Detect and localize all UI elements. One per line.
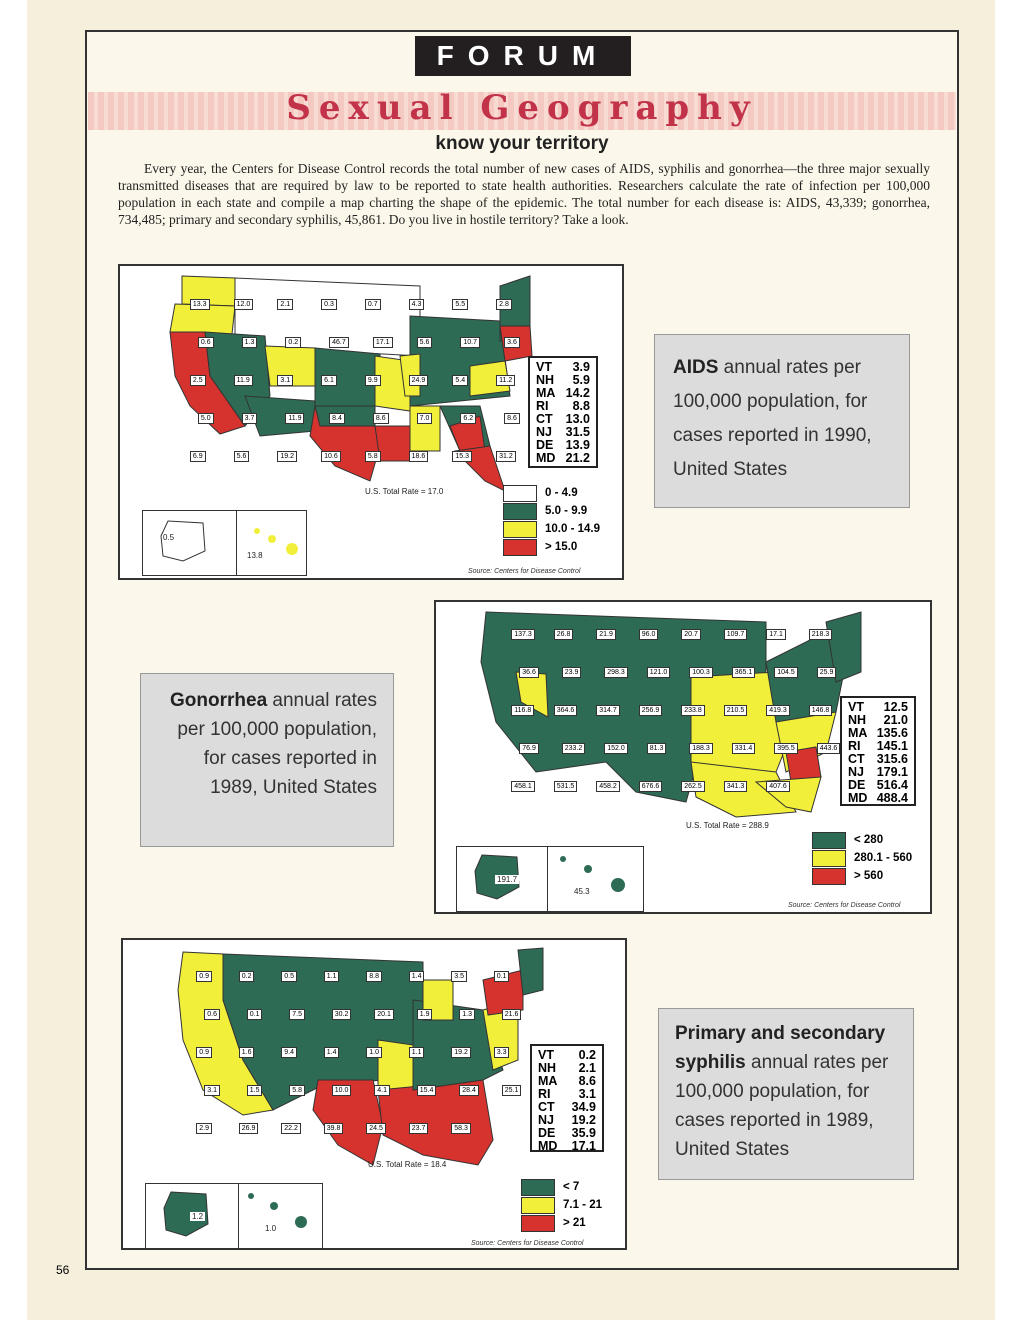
state-value-label: 23.9	[562, 667, 582, 678]
state-value-label: 6.2	[460, 413, 476, 424]
gonorrhea-hawaii-value: 45.3	[574, 887, 590, 896]
state-code: NH	[538, 1061, 557, 1075]
state-rate: 2.1	[578, 1061, 596, 1075]
state-code: CT	[538, 1100, 555, 1114]
syphilis-hawaii-value: 1.0	[265, 1224, 277, 1233]
state-value-label: 4.3	[409, 299, 425, 310]
state-value-label: 3.7	[242, 413, 258, 424]
state-value-label: 23.7	[409, 1123, 429, 1134]
state-value-label: 6.1	[321, 375, 337, 386]
state-value-label: 2.1	[277, 299, 293, 310]
syph-region-ne	[518, 948, 543, 995]
state-value-label: 365.1	[732, 667, 756, 678]
state-value-label: 0.1	[247, 1009, 263, 1020]
state-value-label: 5.8	[289, 1085, 305, 1096]
state-value-label: 458.2	[596, 781, 620, 792]
aids-legend-item	[503, 538, 600, 556]
state-value-label: 0.3	[321, 299, 337, 310]
state-value-label: 24.5	[366, 1123, 386, 1134]
state-value-label: 25.1	[502, 1085, 522, 1096]
legend-label: > 560	[854, 870, 884, 882]
state-value-label: 1.5	[247, 1085, 263, 1096]
state-value-label: 15.4	[417, 1085, 437, 1096]
state-rate: 13.0	[565, 412, 590, 426]
aids-hawaii-value: 13.8	[247, 551, 263, 560]
aids-total-rate: U.S. Total Rate = 17.0	[365, 487, 444, 496]
state-value-label: 0.6	[198, 337, 214, 348]
legend-label: < 7	[563, 1181, 580, 1193]
state-code: MA	[538, 1074, 558, 1088]
legend-label: 7.1 - 21	[563, 1199, 602, 1211]
legend-swatch	[503, 539, 537, 556]
state-value-label: 314.7	[596, 705, 620, 716]
state-value-label: 5.6	[417, 337, 433, 348]
syphilis-legend-item	[521, 1178, 602, 1196]
state-value-label: 3.3	[494, 1047, 510, 1058]
aids-alaska-value: 0.5	[163, 533, 175, 542]
intro-paragraph: Every year, the Centers for Disease Control records the total number of new cases of AIDS, syphilis and gonorrhea—the three major sexually transmitted diseases that are required by law to be reported to state health authorities. Researchers calculate the rate of infection per 100,000 population in each state and compile a map charting the shape of the epidemic. The total number for each disease is: AIDS, 43,339; gonorrhea, 734,485; primary and secondary syphilis, 45,861. Do you live in hostile territory? Take a look.	[118, 161, 930, 227]
state-code: NJ	[536, 425, 552, 439]
state-value-label: 9.4	[281, 1047, 297, 1058]
state-value-label: 1.9	[417, 1009, 433, 1020]
state-value-label: 3.6	[504, 337, 520, 348]
state-value-label: 233.2	[562, 743, 586, 754]
gonorrhea-legend-item	[812, 849, 912, 867]
page-subtitle: know your territory	[435, 133, 609, 154]
legend-label: > 15.0	[545, 541, 578, 553]
state-value-label: 11.2	[496, 375, 515, 386]
state-value-label: 7.0	[417, 413, 433, 424]
state-rate: 516.4	[876, 778, 908, 792]
syphilis-alaska-inset	[145, 1183, 239, 1249]
state-value-label: 262.5	[681, 781, 705, 792]
aids-legend-item	[503, 520, 600, 538]
state-value-label: 81.3	[647, 743, 667, 754]
state-code: MD	[536, 451, 556, 465]
state-value-label: 76.9	[519, 743, 539, 754]
state-rate: 13.9	[565, 438, 590, 452]
state-value-label: 109.7	[724, 629, 748, 640]
state-value-label: 121.0	[647, 667, 671, 678]
state-rate: 31.5	[565, 425, 590, 439]
syphilis-legend	[521, 1178, 602, 1232]
state-value-label: 152.0	[604, 743, 628, 754]
state-value-label: 25.9	[817, 667, 837, 678]
state-value-label: 19.2	[451, 1047, 471, 1058]
gonorrhea-legend-item	[812, 867, 912, 885]
legend-label: < 280	[854, 834, 884, 846]
aids-table-row	[536, 452, 590, 465]
state-value-label: 19.2	[277, 451, 297, 462]
state-value-label: 0.9	[196, 971, 212, 982]
state-value-label: 146.8	[809, 705, 833, 716]
state-code: VT	[538, 1048, 554, 1062]
gonorrhea-source: Source: Centers for Disease Control	[788, 902, 901, 909]
state-value-label: 20.7	[681, 629, 701, 640]
state-rate: 14.2	[565, 386, 590, 400]
state-value-label: 46.7	[329, 337, 349, 348]
legend-swatch	[503, 485, 537, 502]
state-value-label: 298.3	[604, 667, 628, 678]
state-value-label: 116.8	[511, 705, 534, 716]
state-value-label: 458.1	[511, 781, 535, 792]
legend-swatch	[521, 1179, 555, 1196]
state-code: CT	[536, 412, 553, 426]
state-value-label: 2.5	[190, 375, 206, 386]
legend-label: 5.0 - 9.9	[545, 505, 588, 517]
legend-label: 0 - 4.9	[545, 487, 578, 499]
state-value-label: 1.3	[242, 337, 258, 348]
syphilis-alaska-value: 1.2	[192, 1212, 204, 1221]
state-code: NH	[848, 713, 867, 727]
state-rate: 17.1	[571, 1139, 596, 1153]
state-value-label: 100.3	[689, 667, 713, 678]
gonorrhea-ne-table	[840, 696, 916, 806]
state-value-label: 21.6	[502, 1009, 522, 1020]
state-value-label: 5.0	[198, 413, 214, 424]
aids-legend-item	[503, 502, 600, 520]
state-value-label: 419.3	[766, 705, 790, 716]
gonorrhea-caption	[140, 673, 394, 847]
state-code: VT	[536, 360, 552, 374]
state-value-label: 137.3	[511, 629, 535, 640]
state-value-label: 9.9	[365, 375, 381, 386]
hawaii-shape	[237, 511, 307, 575]
state-value-label: 22.2	[281, 1123, 301, 1134]
aids-legend	[503, 484, 600, 556]
state-value-label: 10.6	[321, 451, 341, 462]
state-value-label: 0.5	[281, 971, 297, 982]
state-value-label: 6.9	[190, 451, 206, 462]
state-rate: 34.9	[571, 1100, 596, 1114]
syphilis-table-row	[538, 1140, 596, 1153]
state-code: DE	[536, 438, 554, 452]
gonorrhea-legend	[812, 831, 912, 885]
state-value-label: 188.3	[689, 743, 713, 754]
state-value-label: 2.9	[196, 1123, 212, 1134]
state-value-label: 18.6	[409, 451, 429, 462]
aids-region-ok	[315, 406, 375, 426]
state-rate: 488.4	[876, 791, 908, 805]
state-value-label: 0.2	[239, 971, 255, 982]
state-value-label: 0.2	[285, 337, 301, 348]
state-value-label: 0.1	[494, 971, 510, 982]
state-rate: 21.2	[565, 451, 590, 465]
state-rate: 35.9	[571, 1126, 596, 1140]
state-value-label: 3.1	[204, 1085, 220, 1096]
state-value-label: 28.4	[459, 1085, 479, 1096]
syphilis-source: Source: Centers for Disease Control	[471, 1240, 584, 1247]
state-value-label: 0.6	[204, 1009, 220, 1020]
page-title: Sexual Geography	[286, 88, 758, 128]
legend-swatch	[812, 850, 846, 867]
state-value-label: 1.4	[409, 971, 425, 982]
aids-alaska-inset	[142, 510, 237, 576]
state-value-label: 10.0	[332, 1085, 352, 1096]
gonorrhea-total-rate: U.S. Total Rate = 288.9	[686, 821, 769, 830]
syphilis-ne-table	[530, 1044, 604, 1152]
state-rate: 3.9	[572, 360, 590, 374]
legend-swatch	[503, 521, 537, 538]
hawaii-shape	[239, 1184, 323, 1248]
state-code: MA	[848, 726, 868, 740]
state-code: MD	[848, 791, 868, 805]
state-code: DE	[538, 1126, 556, 1140]
alaska-shape	[143, 511, 236, 575]
state-value-label: 5.8	[365, 451, 381, 462]
state-value-label: 395.5	[774, 743, 798, 754]
state-value-label: 58.3	[451, 1123, 471, 1134]
legend-label: > 21	[563, 1217, 586, 1229]
legend-label: 10.0 - 14.9	[545, 523, 600, 535]
state-value-label: 20.1	[374, 1009, 394, 1020]
state-value-label: 210.5	[724, 705, 748, 716]
gonorrhea-alaska-inset	[456, 846, 548, 912]
state-value-label: 21.9	[596, 629, 616, 640]
aids-source: Source: Centers for Disease Control	[468, 568, 581, 575]
aids-ne-table	[528, 356, 598, 468]
gonorrhea-legend-item	[812, 831, 912, 849]
state-value-label: 11.9	[285, 413, 304, 424]
legend-swatch	[812, 868, 846, 885]
state-value-label: 8.6	[373, 413, 389, 424]
legend-swatch	[503, 503, 537, 520]
state-value-label: 11.9	[234, 375, 253, 386]
state-rate: 145.1	[876, 739, 908, 753]
state-value-label: 531.5	[554, 781, 578, 792]
state-value-label: 4.1	[374, 1085, 390, 1096]
state-code: RI	[538, 1087, 551, 1101]
section-label: FORUM	[415, 36, 631, 76]
aids-legend-item	[503, 484, 600, 502]
state-value-label: 1.0	[366, 1047, 382, 1058]
state-value-label: 13.3	[190, 299, 210, 310]
aids-caption-rest: annual rates per 100,000 population, for cases reported in 1990, United States	[673, 357, 872, 480]
state-value-label: 2.8	[496, 299, 512, 310]
state-value-label: 5.4	[452, 375, 468, 386]
legend-label: 280.1 - 560	[854, 852, 913, 864]
state-value-label: 1.1	[324, 971, 340, 982]
syphilis-caption-bold: Primary and secondary syphilis	[675, 1023, 886, 1073]
syphilis-total-rate: U.S. Total Rate = 18.4	[368, 1160, 447, 1169]
syphilis-hawaii-inset	[239, 1183, 323, 1249]
syphilis-caption	[658, 1008, 914, 1180]
state-value-label: 8.6	[504, 413, 520, 424]
state-value-label: 26.8	[554, 629, 574, 640]
aids-caption	[654, 334, 910, 508]
state-value-label: 0.7	[365, 299, 381, 310]
state-rate: 19.2	[571, 1113, 596, 1127]
aids-caption-bold: AIDS	[673, 357, 719, 378]
state-value-label: 5.6	[234, 451, 250, 462]
state-rate: 8.8	[572, 399, 590, 413]
state-value-label: 1.6	[239, 1047, 255, 1058]
state-value-label: 96.0	[639, 629, 659, 640]
state-value-label: 364.6	[554, 705, 578, 716]
state-code: MD	[538, 1139, 558, 1153]
state-code: RI	[536, 399, 549, 413]
syphilis-legend-item	[521, 1196, 602, 1214]
state-value-label: 256.9	[639, 705, 663, 716]
state-value-label: 676.6	[639, 781, 663, 792]
state-rate: 315.6	[876, 752, 908, 766]
state-value-label: 5.5	[452, 299, 468, 310]
state-rate: 179.1	[876, 765, 908, 779]
state-value-label: 1.1	[409, 1047, 425, 1058]
state-value-label: 36.6	[519, 667, 539, 678]
state-value-label: 10.7	[460, 337, 480, 348]
state-code: DE	[848, 778, 866, 792]
state-code: RI	[848, 739, 861, 753]
state-value-label: 104.5	[774, 667, 798, 678]
state-value-label: 1.4	[324, 1047, 340, 1058]
state-value-label: 218.3	[809, 629, 833, 640]
state-value-label: 12.0	[234, 299, 254, 310]
syph-region-mo	[378, 1040, 413, 1090]
gonorrhea-alaska-value: 191.7	[497, 875, 518, 884]
gonorrhea-caption-bold: Gonorrhea	[170, 690, 268, 711]
state-code: NJ	[538, 1113, 554, 1127]
state-rate: 0.2	[578, 1048, 596, 1062]
legend-swatch	[812, 832, 846, 849]
state-rate: 12.5	[883, 700, 908, 714]
state-code: NH	[536, 373, 555, 387]
page-number: 56	[56, 1263, 70, 1277]
state-value-label: 30.2	[332, 1009, 352, 1020]
state-code: CT	[848, 752, 865, 766]
legend-swatch	[521, 1197, 555, 1214]
state-value-label: 8.8	[366, 971, 382, 982]
state-code: MA	[536, 386, 556, 400]
state-value-label: 8.4	[329, 413, 345, 424]
state-rate: 135.6	[876, 726, 908, 740]
state-value-label: 15.3	[452, 451, 472, 462]
state-value-label: 24.9	[409, 375, 429, 386]
state-value-label: 26.9	[239, 1123, 259, 1134]
state-value-label: 3.5	[451, 971, 467, 982]
state-rate: 21.0	[883, 713, 908, 727]
syphilis-legend-item	[521, 1214, 602, 1232]
state-value-label: 233.8	[681, 705, 705, 716]
state-rate: 3.1	[578, 1087, 596, 1101]
state-code: VT	[848, 700, 864, 714]
state-value-label: 331.4	[732, 743, 756, 754]
gonorrhea-caption-rest: annual rates per 100,000 population, for cases reported in 1989, United States	[177, 690, 377, 798]
state-value-label: 341.3	[724, 781, 748, 792]
state-rate: 5.9	[572, 373, 590, 387]
state-value-label: 1.3	[459, 1009, 475, 1020]
state-value-label: 17.1	[766, 629, 786, 640]
state-value-label: 17.1	[373, 337, 393, 348]
state-value-label: 31.2	[496, 451, 516, 462]
state-value-label: 3.1	[277, 375, 293, 386]
hawaii-shape	[548, 847, 644, 911]
aids-hawaii-inset	[237, 510, 307, 576]
state-code: NJ	[848, 765, 864, 779]
state-value-label: 39.8	[324, 1123, 344, 1134]
gonorrhea-table-row	[848, 792, 908, 805]
state-value-label: 0.9	[196, 1047, 212, 1058]
syphilis-caption-rest: annual rates per 100,000 population, for cases reported in 1989, United States	[675, 1052, 889, 1160]
state-value-label: 443.6	[817, 743, 841, 754]
gonorrhea-hawaii-inset	[548, 846, 644, 912]
state-rate: 8.6	[578, 1074, 596, 1088]
state-value-label: 407.6	[766, 781, 790, 792]
state-value-label: 7.5	[289, 1009, 305, 1020]
legend-swatch	[521, 1215, 555, 1232]
